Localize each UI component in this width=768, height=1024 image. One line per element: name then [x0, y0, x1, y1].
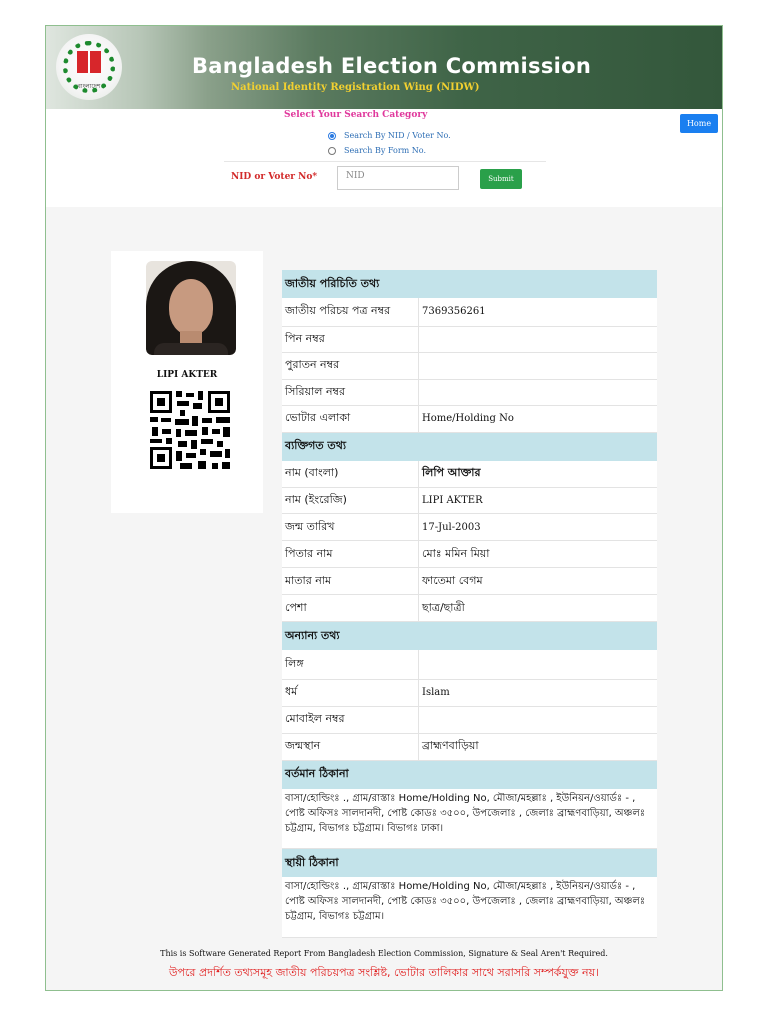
section-header-personal	[282, 432, 657, 461]
row-value: ছাত্র/ছাত্রী	[419, 595, 658, 622]
submit-button[interactable]: Submit	[480, 169, 522, 189]
row-key: ধর্ম	[282, 679, 419, 706]
row-value	[419, 650, 658, 679]
nid-input[interactable]: NID	[337, 166, 459, 190]
banner-subtitle: National Identity Registration Wing (NIDW)	[231, 82, 480, 93]
section-header-present-address	[282, 760, 657, 789]
row-value: 17-Jul-2003	[419, 514, 658, 541]
ballot-box-divider	[88, 51, 90, 73]
permanent-address-text: বাসা/হোল্ডিংঃ ., গ্রাম/রাস্তাঃ Home/Holding No, মৌজা/মহল্লাঃ , ইউনিয়ন/ওয়ার্ডঃ - , পোষ্ট অফিসঃ সালদানদী, পোষ্ট কোডঃ ৩৫০০, উপজেলাঃ , জেলাঃ ব্রাহ্মণবাড়িয়া, অঞ্চলঃ চট্টগ্রাম, বিভাগঃ চট্টগ্রাম।	[282, 877, 657, 937]
home-button[interactable]: Home	[680, 114, 718, 133]
search-option-form[interactable]	[328, 146, 426, 155]
row-key: পুরাতন নম্বর	[282, 352, 419, 379]
table-row	[282, 405, 657, 432]
row-key: পেশা	[282, 595, 419, 622]
table-row	[282, 326, 657, 352]
table-row	[282, 568, 657, 595]
search-option-nid-label[interactable]: Search By NID / Voter No.	[344, 131, 451, 140]
table-row	[282, 541, 657, 568]
section-header-permanent-address	[282, 849, 657, 878]
table-row	[282, 514, 657, 541]
present-address-text: বাসা/হোল্ডিংঃ ., গ্রাম/রাস্তাঃ Home/Holding No, মৌজা/মহল্লাঃ , ইউনিয়ন/ওয়ার্ডঃ - , পোষ্ট অফিসঃ সালদানদী, পোষ্ট কোডঃ ৩৫০০, উপজেলাঃ , জেলাঃ ব্রাহ্মণবাড়িয়া, অঞ্চলঃ চট্টগ্রাম, বিভাগঃ চট্টগ্রাম। বিভাগঃ ঢাকা।	[282, 789, 657, 849]
profile-name: LIPI AKTER	[156, 370, 218, 380]
row-value	[419, 352, 658, 379]
table-row	[282, 733, 657, 760]
row-key: জন্মস্থান	[282, 733, 419, 760]
section-header-other	[282, 622, 657, 651]
nid-info-table	[282, 270, 657, 938]
photo-face	[169, 279, 213, 335]
profile-photo	[146, 261, 236, 355]
row-value: Home/Holding No	[419, 405, 658, 432]
table-row	[282, 352, 657, 379]
qr-code-icon	[150, 391, 230, 469]
row-value: ফাতেমা বেগম	[419, 568, 658, 595]
row-value: Islam	[419, 679, 658, 706]
section-title: বর্তমান ঠিকানা	[282, 760, 657, 789]
table-row	[282, 461, 657, 488]
search-divider	[224, 161, 546, 162]
section-title: স্থায়ী ঠিকানা	[282, 849, 657, 878]
section-title: ব্যক্তিগত তথ্য	[282, 432, 657, 461]
table-row	[282, 706, 657, 733]
row-value: LIPI AKTER	[419, 488, 658, 514]
table-row	[282, 379, 657, 405]
row-value: লিপি আক্তার	[419, 461, 658, 488]
row-key: সিরিয়াল নম্বর	[282, 379, 419, 405]
banner-title: Bangladesh Election Commission	[192, 54, 592, 78]
row-key: জন্ম তারিখ	[282, 514, 419, 541]
table-row	[282, 488, 657, 514]
footer-warning: উপরে প্রদর্শিত তথ্যসমূহ জাতীয় পরিচয়পত্র সংশ্লিষ্ট, ভোটার তালিকার সাথে সরাসরি সম্পর্কযুক্ত নয়।	[168, 966, 600, 979]
row-key: লিঙ্গ	[282, 650, 419, 679]
row-value	[419, 326, 658, 352]
radio-nid[interactable]	[328, 132, 336, 140]
section-header-identity	[282, 270, 657, 298]
row-key: মাতার নাম	[282, 568, 419, 595]
table-row	[282, 298, 657, 326]
row-key: ভোটার এলাকা	[282, 405, 419, 432]
section-title: অন্যান্য তথ্য	[282, 622, 657, 651]
photo-shirt	[154, 343, 228, 355]
table-row	[282, 595, 657, 622]
section-title: জাতীয় পরিচিতি তথ্য	[282, 270, 657, 298]
search-category-title: Select Your Search Category	[284, 110, 428, 120]
header-banner	[46, 26, 722, 109]
row-key: পিন নম্বর	[282, 326, 419, 352]
row-value: 7369356261	[419, 298, 658, 326]
election-commission-logo	[56, 34, 122, 100]
search-option-form-label[interactable]: Search By Form No.	[344, 146, 427, 155]
present-address-row	[282, 789, 657, 849]
row-key: মোবাইল নম্বর	[282, 706, 419, 733]
row-value	[419, 706, 658, 733]
row-key: নাম (ইংরেজি)	[282, 488, 419, 514]
logo-caption: বাংলাদেশ	[77, 83, 101, 90]
nid-field-label: NID or Voter No*	[231, 172, 318, 182]
permanent-address-row	[282, 877, 657, 937]
row-key: নাম (বাংলা)	[282, 461, 419, 488]
footer-note: This is Software Generated Report From Bangladesh Election Commission, Signature & Seal Aren't Required.	[160, 949, 608, 958]
row-key: জাতীয় পরিচয় পত্র নম্বর	[282, 298, 419, 326]
radio-form[interactable]	[328, 147, 336, 155]
row-value	[419, 379, 658, 405]
search-option-nid[interactable]	[328, 131, 451, 140]
row-value: ব্রাহ্মণবাড়িয়া	[419, 733, 658, 760]
table-row	[282, 650, 657, 679]
row-key: পিতার নাম	[282, 541, 419, 568]
profile-card	[111, 251, 263, 513]
table-row	[282, 679, 657, 706]
row-value: মোঃ মমিন মিয়া	[419, 541, 658, 568]
ballot-box-icon	[77, 51, 101, 73]
